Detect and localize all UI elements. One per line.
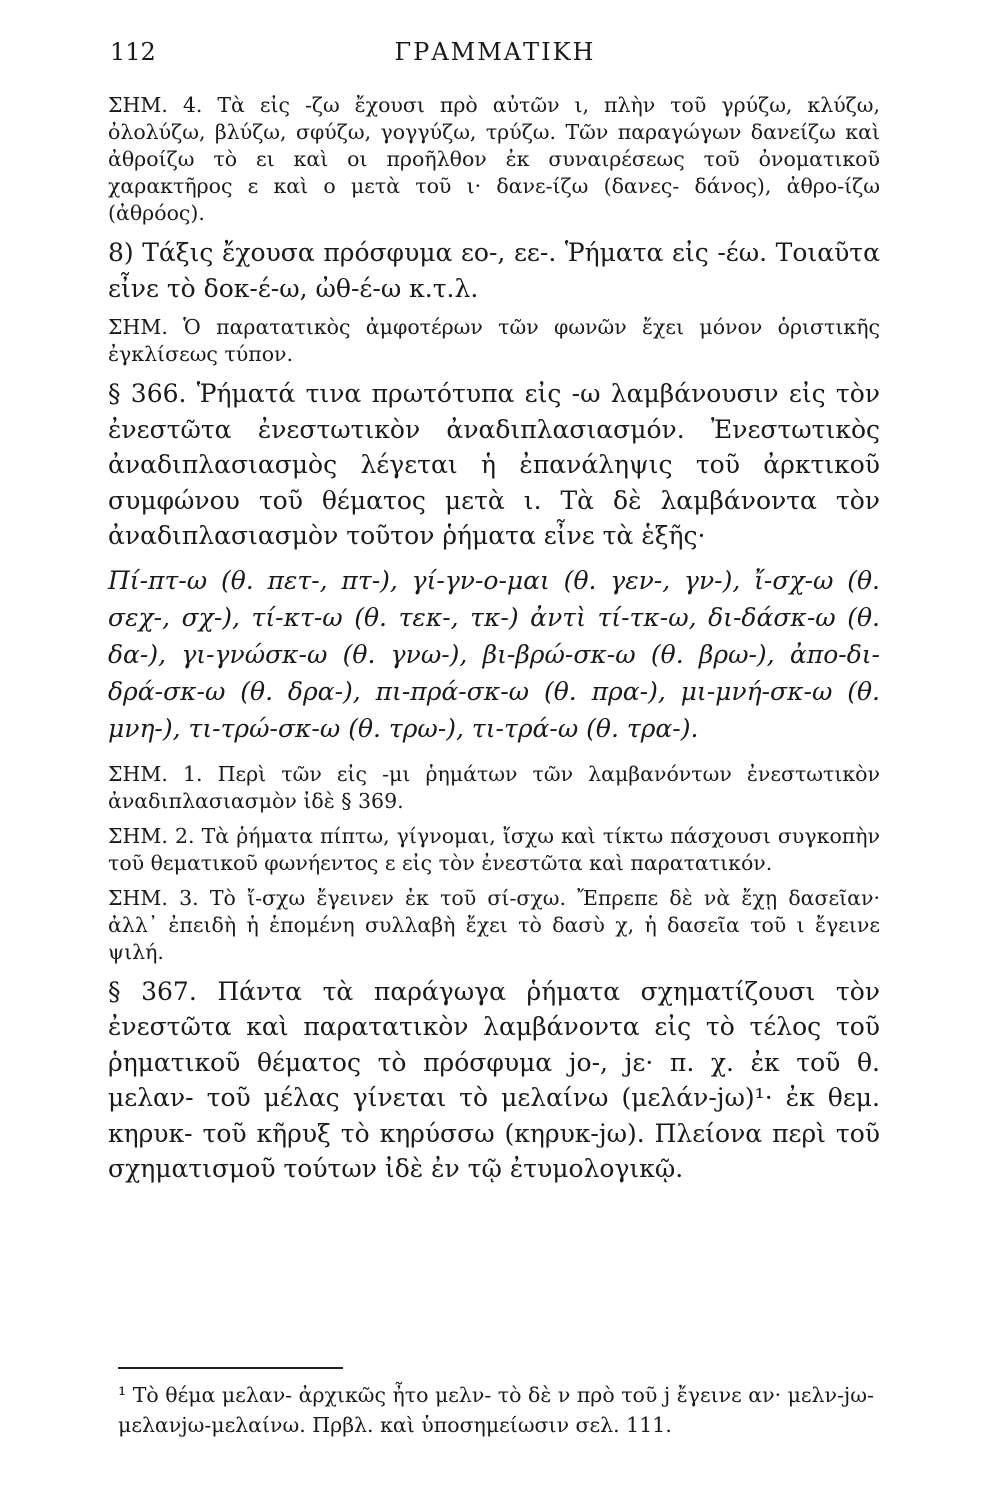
running-title: ΓΡΑΜΜΑΤΙΚΗ [394, 38, 596, 66]
note-4: ΣΗΜ. 4. Τὰ εἰς -ζω ἔχουσι πρὸ αὐτῶν ι, πλὴν τοῦ γρύζω, κλύζω, ὀλολύζω, βλύζω, σφύζω, γογγύζω, τρύζω. Τῶν παραγώγων δανείζω καὶ ἀθροίζω τὸ ει καὶ οι προῆλθον ἐκ συναιρέσεως τοῦ ὀνοματικοῦ χαρακτῆρος ε καὶ ο μετὰ τοῦ ι· δανε-ίζω (δανες- δάνος), ἀθρο-ίζω (ἀθρόος). [108, 93, 880, 225]
section-366-paragraph: § 366. Ῥήματά τινα πρωτότυπα εἰς -ω λαμβάνουσιν εἰς τὸν ἐνεστῶτα ἐνεστωτικὸν ἀναδιπλασιασμόν. Ἐνεστωτικὸς ἀναδιπλασιασμὸς λέγεται ἡ ἐπανάληψις τοῦ ἀρκτικοῦ συμφώνου τοῦ θέματος μετὰ ι. Τὰ δὲ λαμβάνοντα τὸν ἀναδιπλασιασμὸν τοῦτον ῥήματα εἶνε τὰ ἑξῆς· [108, 379, 880, 550]
section-367-paragraph: § 367. Πάντα τὰ παράγωγα ῥήματα σχηματίζουσι τὸν ἐνεστῶτα καὶ παρατατικὸν λαμβάνοντα εἰς τὸ τέλος τοῦ ῥηματικοῦ θέματος τὸ πρόσφυμα jο-, jε· π. χ. ἐκ τοῦ θ. μελαν- τοῦ μέλας γίνεται τὸ μελαίνω (μελάν-jω)¹· ἐκ θεμ. κηρυκ- τοῦ κῆρυξ τὸ κηρύσσω (κηρυκ-jω). Πλείονα περὶ τοῦ σχηματισμοῦ τούτων ἰδὲ ἐν τῷ ἐτυμολογικῷ. [108, 976, 880, 1183]
note-1: ΣΗΜ. 1. Περὶ τῶν εἰς -μι ῥημάτων τῶν λαμβανόντων ἐνεστωτικὸν ἀναδιπλασιασμὸν ἰδὲ § 369. [108, 761, 880, 813]
page-number: 112 [110, 38, 156, 66]
note-imperfect: ΣΗΜ. Ὁ παρατατικὸς ἀμφοτέρων τῶν φωνῶν ἔχει μόνον ὁριστικῆς ἐγκλίσεως τύπον. [108, 315, 880, 366]
footnote-divider [118, 1367, 343, 1369]
page-body [108, 92, 880, 1195]
note-3: ΣΗΜ. 3. Τὸ ἴ-σχω ἔγεινεν ἐκ τοῦ σί-σχω. Ἔπρεπε δὲ νὰ ἔχῃ δασεῖαν· ἀλλ᾽ ἐπειδὴ ἡ ἑπομένη συλλαβὴ ἔχει τὸ δασὺ χ, ἡ δασεῖα τοῦ ι ἔγεινε ψιλή. [108, 885, 880, 964]
note-2: ΣΗΜ. 2. Τὰ ῥήματα πίπτω, γίγνομαι, ἴσχω καὶ τίκτω πάσχουσι συγκοπὴν τοῦ θεματικοῦ φωνήεντος ε εἰς τὸν ἐνεστῶτα καὶ παρατατικόν. [108, 823, 880, 875]
section-8-paragraph: 8) Τάξις ἔχουσα πρόσφυμα εο-, εε-. Ῥήματα εἰς -έω. Τοιαῦτα εἶνε τὸ δοκ-έ-ω, ὠθ-έ-ω κ.τ.λ. [108, 238, 880, 303]
page-header [110, 38, 880, 78]
reduplication-examples: Πί-πτ-ω (θ. πετ-, πτ-), γί-γν-ο-μαι (θ. γεν-, γν-), ἴ-σχ-ω (θ. σεχ-, σχ-), τί-κτ-ω (θ. τεκ-, τκ-) ἀντὶ τί-τκ-ω, δι-δάσκ-ω (θ. δα-), γι-γνώσκ-ω (θ. γνω-), βι-βρώ-σκ-ω (θ. βρω-), ἀπο-δι-δρά-σκ-ω (θ. δρα-), πι-πρά-σκ-ω (θ. πρα-), μι-μνή-σκ-ω (θ. μνη-), τι-τρώ-σκ-ω (θ. τρω-), τι-τρά-ω (θ. τρα-). [108, 565, 880, 743]
footnote: ¹ Τὸ θέμα μελαν- ἀρχικῶς ἦτο μελν- τὸ δὲ ν πρὸ τοῦ j ἔγεινε αν· μελν-jω-μελανjω-μελαίνω. Πρβλ. καὶ ὑποσημείωσιν σελ. 111. [118, 1383, 874, 1437]
